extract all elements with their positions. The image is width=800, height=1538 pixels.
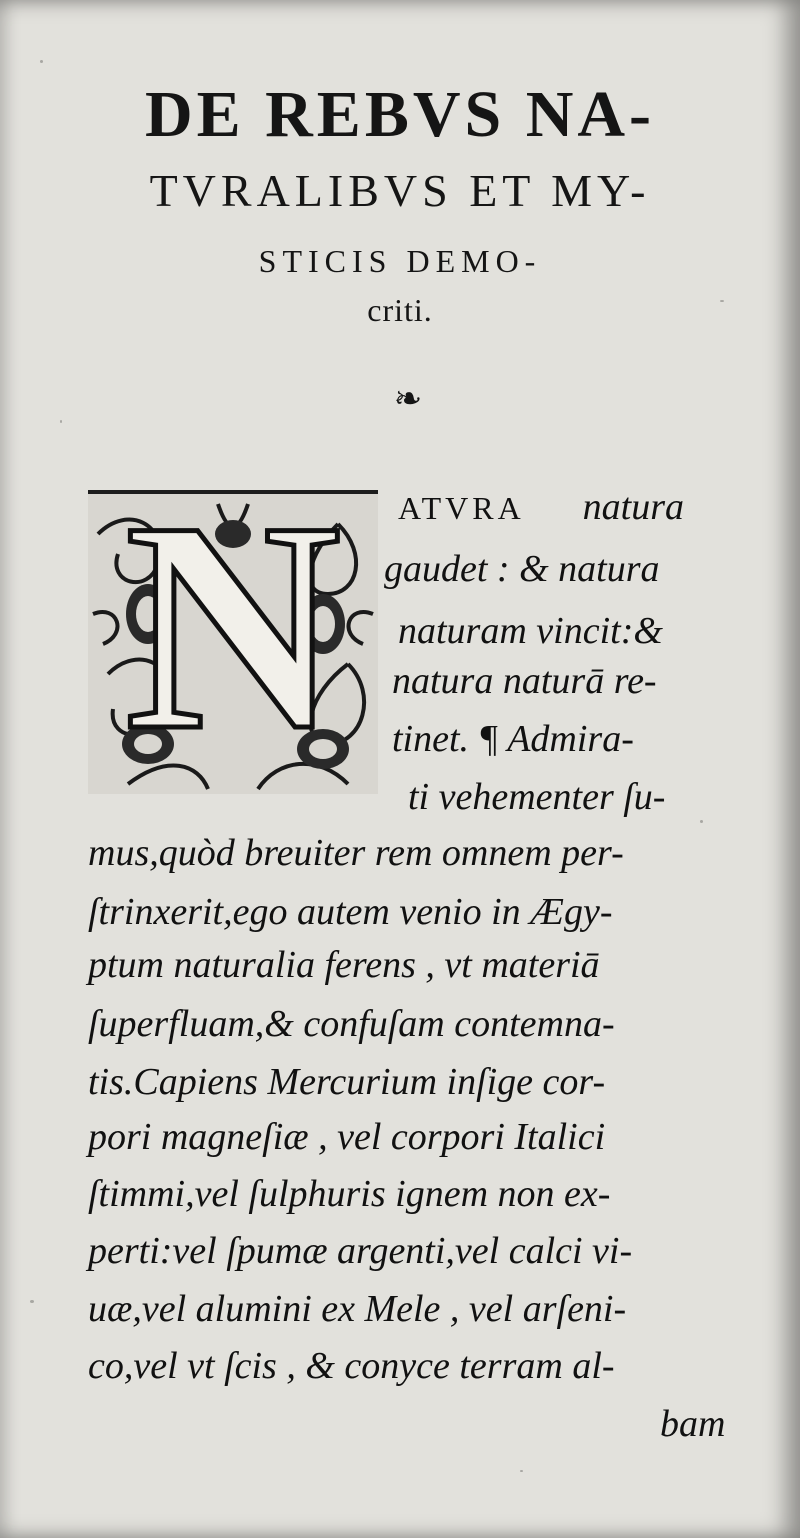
text-line: co,vel vt ſcis , & conyce terram al- <box>88 1345 615 1387</box>
catchword: bam <box>660 1403 726 1445</box>
text-line: ti vehementer ſu- <box>408 776 666 818</box>
heading-line-4: criti. <box>367 292 433 328</box>
text-line: ſtimmi,vel ſulphuris ignem non ex- <box>88 1173 611 1215</box>
text-line: tis.Capiens Mercurium inſige cor- <box>88 1061 606 1103</box>
text-line: ſtrinxerit,ego autem venio in Ægy- <box>88 891 613 933</box>
text-line: mus,quòd breuiter rem omnem per- <box>88 832 624 874</box>
fleuron-icon: ❧ <box>393 381 423 418</box>
small-caps-lead: ATVRA <box>398 490 525 526</box>
text-line: naturam vincit:& <box>398 610 663 652</box>
text-line-rest: natura <box>582 486 685 528</box>
heading-line-2: TVRALIBVS ET MY- <box>149 165 651 216</box>
text-line: ſuperfluam,& confuſam contemna- <box>88 1003 615 1045</box>
text-line: pori magneſiæ , vel corpori Italici <box>88 1116 606 1158</box>
text-line: perti:vel ſpumæ argenti,vel calci vi- <box>88 1230 633 1272</box>
text-line: uæ,vel alumini ex Mele , vel arſeni- <box>88 1288 627 1330</box>
initial-letter: N <box>124 460 342 792</box>
text-line <box>398 488 684 526</box>
text-line: ptum naturalia ferens , vt materiā <box>88 944 600 986</box>
heading-line-1: DE REBVS NA- <box>144 78 656 151</box>
text-line: tinet. ¶ Admira- <box>392 718 634 760</box>
decorated-initial <box>88 460 378 794</box>
text-line: natura naturā re- <box>392 660 657 702</box>
heading-line-3: STICIS DEMO- <box>258 243 542 279</box>
text-line: gaudet : & natura <box>384 548 660 590</box>
